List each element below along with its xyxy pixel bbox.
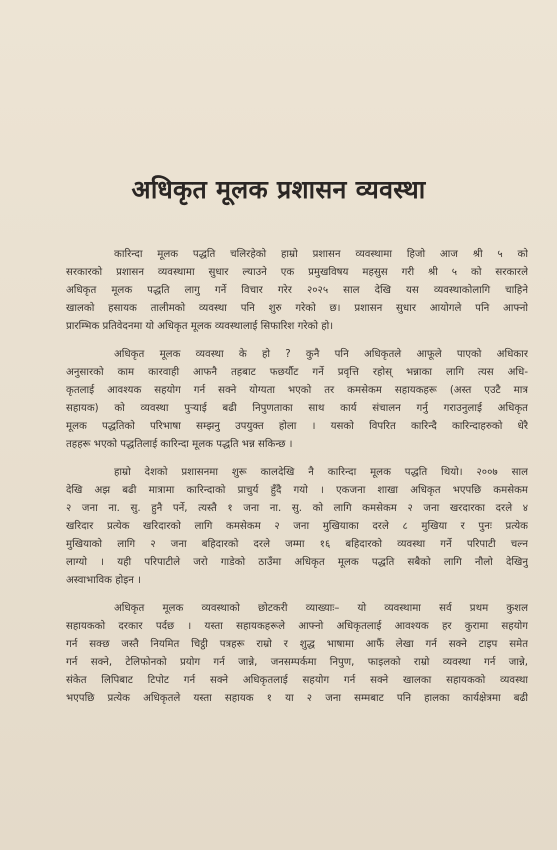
paragraph-1 xyxy=(66,246,528,336)
text-line: अनुसारको काम कारवाही आफनै तहबाट फछर्यौट गर्ने प्रवृत्ति रहोस् भन्नाका लागि त्यस अधि- xyxy=(66,367,528,378)
text-line: सहायक) को व्यवस्था पुऱ्याई बढी निपुणताका साथ कार्य संचालन गर्नु गराउनुलाई अधिकृत xyxy=(66,403,528,414)
text-line: मूलक पद्धतिको परिभाषा सम्झनु उपयुक्त होला । यसको विपरित कारिन्दै कारिन्दाहरुको धेरै xyxy=(66,421,528,432)
text-line: तहहरू भएको पद्धतिलाई कारिन्दा मूलक पद्धति भन्न सकिन्छ । xyxy=(66,439,293,450)
paragraph-4 xyxy=(66,600,528,708)
paragraph-3 xyxy=(66,464,528,590)
paragraph-2 xyxy=(66,346,528,454)
text-line: अधिकृत मूलक व्यवस्था के हो ? कुनै पनि अधिकृतले आफूले पाएको अधिकार xyxy=(114,349,528,360)
text-line: मुखियाको लागि २ जना बहिदारको दरले जम्मा १६ बहिदारको व्यवस्था गर्ने परिपाटी चल्न xyxy=(66,539,528,550)
text-line: गर्न सक्ने, टेलिफोनको प्रयोग गर्न जान्ने, जनसम्पर्कमा निपुण, फाइलको राम्रो व्यवस्था गर्न जान्ने, xyxy=(66,657,528,668)
text-line: अधिकृत मूलक पद्धति लागु गर्ने विचार गरेर २०२५ साल देखि यस व्यवस्थाकोलागि चाहिने xyxy=(66,285,528,296)
text-line: खालको हसायक तालीमको व्यवस्था पनि शुरु गरेको छ। प्रशासन सुधार आयोगले पनि आफ्नो xyxy=(66,303,528,314)
page-title: अधिकृत मूलक प्रशासन व्यवस्था xyxy=(131,175,426,204)
text-line: संकेत लिपिबाट टिपोट गर्न सक्ने अधिकृतलाई सहयोग गर्न सक्ने खालका सहायकको व्यवस्था xyxy=(66,675,528,686)
body-text xyxy=(66,246,528,718)
text-line: गर्न सक्छ जस्तै नियमित चिट्ठी पत्रहरू राम्रो र शुद्ध भाषामा आफैं लेखा गर्न सक्ने टाइप समेत xyxy=(66,639,528,650)
text-line: भएपछि प्रत्येक अधिकृतले यस्ता सहायक १ या २ जना सम्मबाट पनि हालका कार्यक्षेत्रमा बढी xyxy=(66,693,528,704)
text-line: सरकारको प्रशासन व्यवस्थामा सुधार ल्याउने एक प्रमुखविषय महसुस गरी श्री ५ को सरकारले xyxy=(66,267,528,278)
text-line: २ जना ना. सु. हुनै पर्ने, त्यस्तै १ जना ना. सु. को लागि कमसेकम २ जना खरदारका दरले ४ xyxy=(66,503,528,514)
text-line: अधिकृत मूलक व्यवस्थाको छोटकरी व्याख्याः– यो व्यवस्थामा सर्व प्रथम कुशल xyxy=(114,603,528,614)
text-line: देखि अझ बढी मात्रामा कारिन्दाको प्राचुर्य हुँदै गयो । एकजना शाखा अधिकृत भएपछि कमसेकम xyxy=(66,485,528,496)
text-line: अस्वाभाविक होइन । xyxy=(66,575,142,586)
text-line: प्रारम्भिक प्रतिवेदनमा यो अधिकृत मूलक व्यवस्थालाई सिफारिश गरेको हो। xyxy=(66,321,334,332)
text-line: कृतलाई आवश्यक सहयोग गर्न सक्ने योग्यता भएको तर कमसेकम सहायकहरू (अस्त एउटै मात्र xyxy=(66,385,528,396)
text-line: कारिन्दा मूलक पद्धति चलिरहेको हाम्रो प्रशासन व्यवस्थामा हिजो आज श्री ५ को xyxy=(114,249,528,260)
text-line: हाम्रो देशको प्रशासनमा शुरू कालदेखि नै कारिन्दा मूलक पद्धति थियो। २००७ साल xyxy=(114,467,528,478)
text-line: सहायकको दरकार पर्दछ । यस्ता सहायकहरूले आफ्नो अधिकृतलाई आवश्यक हर कुरामा सहयोग xyxy=(66,621,528,632)
text-line: खरिदार प्रत्येक खरिदारको लागि कमसेकम २ जना मुखियाका दरले ८ मुखिया र पुनः प्रत्येक xyxy=(66,521,528,532)
text-line: लाग्यो । यही परिपाटीले जरो गाडेको ठाउँमा अधिकृत मूलक पद्धति सबैको लागि नौलो देखिनु xyxy=(66,557,528,568)
